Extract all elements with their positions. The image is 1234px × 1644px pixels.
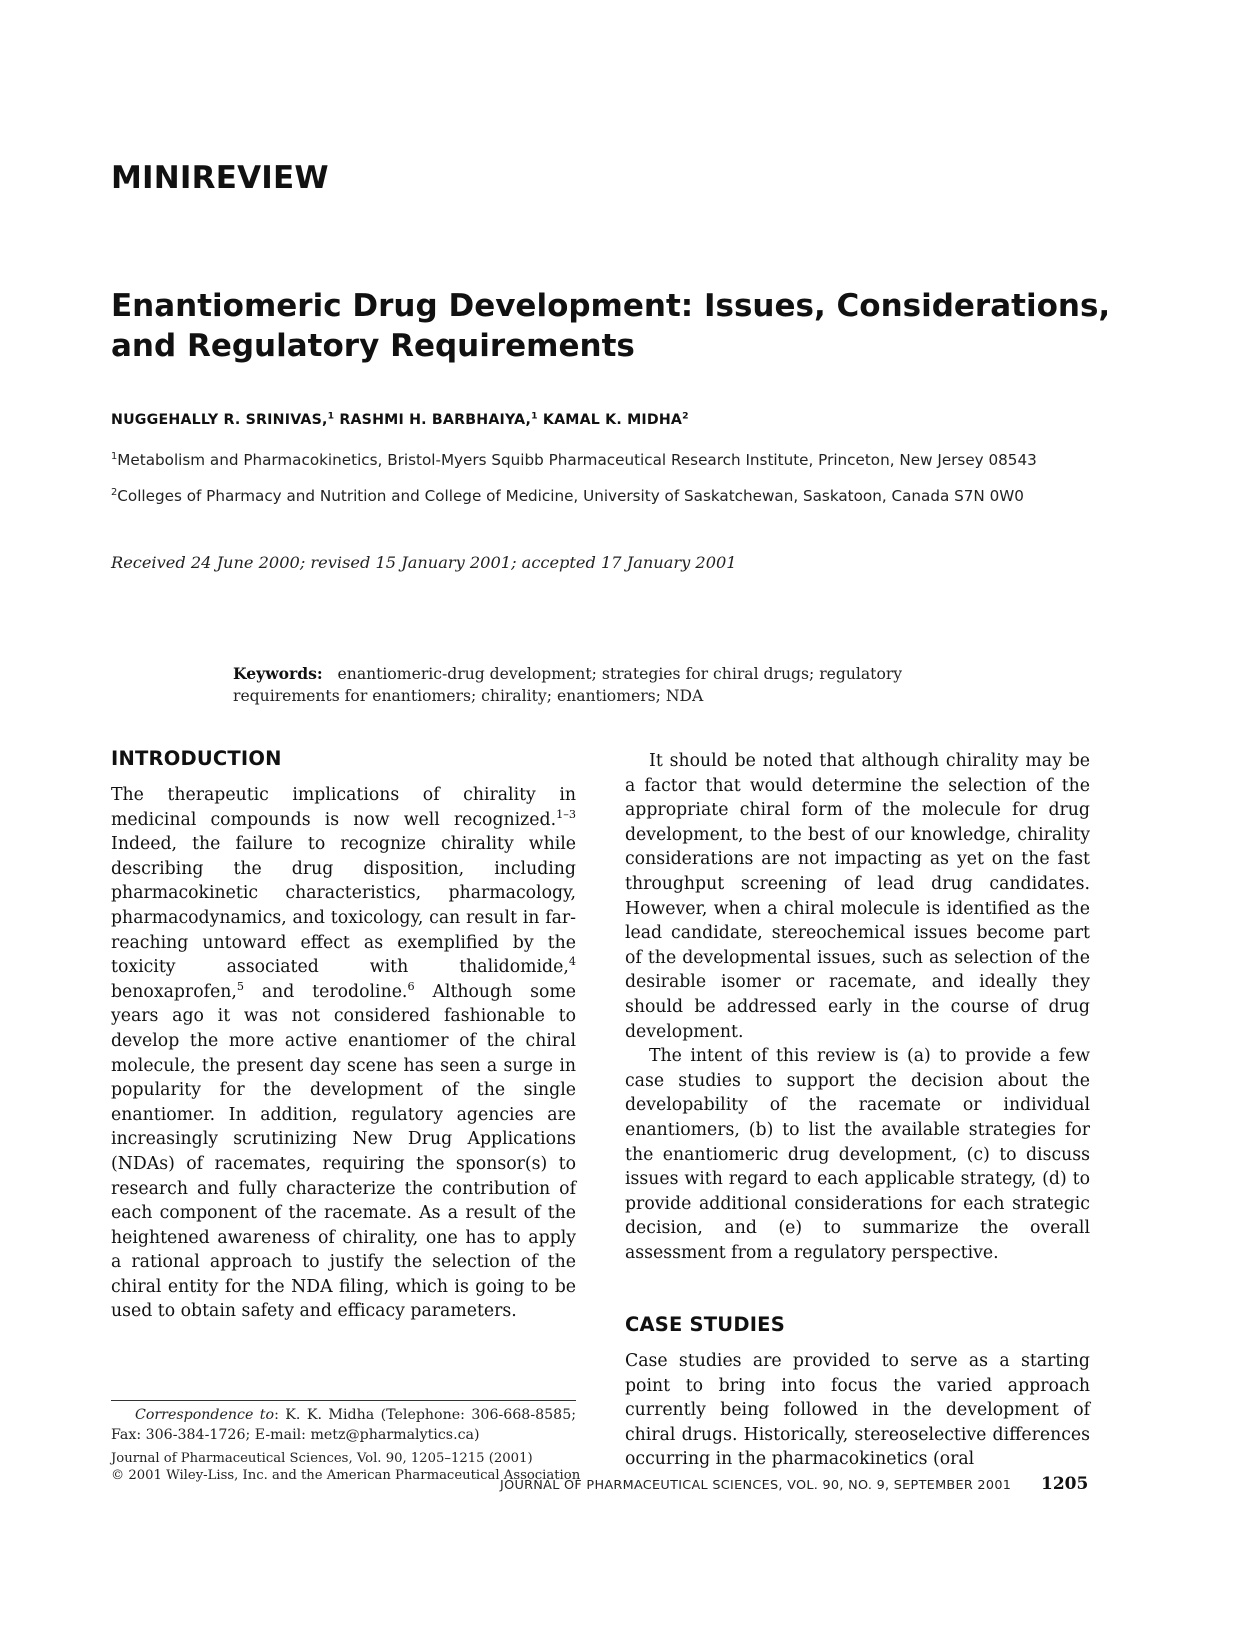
affiliation-text: Colleges of Pharmacy and Nutrition and College of Medicine, University of Saskatchewan, Saskatoon, Canada S7N 0W0: [117, 487, 1024, 505]
case-studies-heading: CASE STUDIES: [625, 1313, 785, 1336]
author-name: KAMAL K. MIDHA: [542, 412, 683, 428]
running-footer: JOURNAL OF PHARMACEUTICAL SCIENCES, VOL. 90, NO. 9, SEPTEMBER 2001: [500, 1478, 1012, 1493]
introduction-paragraph: [111, 783, 576, 1324]
footnote-divider: [111, 1400, 576, 1401]
keywords-text: enantiomeric-drug development; strategies for chiral drugs; regulatory requirements for enantiomers; chirality; enantiomers; NDA: [233, 665, 903, 705]
introduction-heading: INTRODUCTION: [111, 747, 282, 770]
article-title: Enantiomeric Drug Development: Issues, Considerations, and Regulatory Requirements: [111, 288, 1111, 364]
author-affiliation-mark: 2: [682, 410, 689, 422]
affiliation-mark: 1: [111, 450, 118, 462]
correspondence-footnote: [111, 1406, 576, 1445]
author-name: NUGGEHALLY R. SRINIVAS,: [111, 412, 328, 428]
citation-ref: 5: [236, 979, 245, 993]
footnote-body: : K. K. Midha (Telephone: 306-668-8585; Fax: 306-384-1726; E-mail: metz@pharmalytics.ca): [111, 1407, 576, 1443]
body-text: Indeed, the failure to recognize chirality while describing the drug disposition, including pharmacokinetic characteristics, pharmacology, pharmacodynamics, and toxicology, can result in far-reaching untoward effect as exemplified by the toxicity associated with thalidomide,: [111, 834, 576, 978]
journal-line: Journal of Pharmaceutical Sciences, Vol. 90, 1205–1215 (2001): [111, 1451, 533, 1466]
author-list: [111, 412, 689, 428]
citation-ref: 4: [568, 955, 576, 969]
affiliation-mark: 2: [111, 486, 118, 498]
keywords-block: [233, 663, 1003, 707]
author-name: RASHMI H. BARBHAIYA,: [339, 412, 532, 428]
footnote-text: [111, 1406, 576, 1445]
body-text: The therapeutic implications of chirality in medicinal compounds is now well recognized.: [111, 785, 576, 830]
page-number: 1205: [1041, 1474, 1089, 1494]
body-paragraph: It should be noted that although chirality may be a factor that would determine the selection of the appropriate chiral form of the molecule for drug development, to the best of our knowledge, chirality considerations are not impacting as yet on the fast throughput screening of lead drug candidates. However, when a chiral molecule is identified as the lead candidate, stereochemical issues become part of the developmental issues, such as selection of the desirable isomer or racemate, and ideally they should be addressed early in the course of drug development.: [625, 751, 1090, 1042]
affiliation: [111, 487, 1024, 505]
citation-ref: 6: [407, 979, 415, 993]
body-text: benoxaprofen,: [111, 981, 237, 1002]
body-paragraph: Case studies are provided to serve as a starting point to bring into focus the varied approach currently being followed in the development of chiral drugs. Historically, stereoselective differences occurring in the pharmacokinetics (oral: [625, 1351, 1090, 1470]
footnote-label: Correspondence to: [135, 1407, 275, 1423]
copyright-line: © 2001 Wiley-Liss, Inc. and the American Pharmaceutical Association: [111, 1467, 581, 1483]
introduction-body: [111, 783, 576, 1324]
received-dates: Received 24 June 2000; revised 15 January 2001; accepted 17 January 2001: [111, 553, 737, 572]
author-affiliation-mark: 1: [327, 410, 335, 422]
case-studies-body: [625, 1349, 1090, 1472]
section-label: MINIREVIEW: [111, 160, 329, 196]
body-text: Although some years ago it was not considered fashionable to develop the more active enantiomer of the chiral molecule, the present day scene has seen a surge in popularity for the development of the single enantiomer. In addition, regulatory agencies are increasingly scrutinizing New Drug Applications (NDAs) of racemates, requiring the sponsor(s) to research and fully characterize the contribution of each component of the racemate. As a result of the heightened awareness of chirality, one has to apply a rational approach to justify the selection of the chiral entity for the NDA filing, which is going to be used to obtain safety and efficacy parameters.: [111, 981, 576, 1322]
body-paragraph: The intent of this review is (a) to provide a few case studies to support the decision about the developability of the racemate or individual enantiomers, (b) to list the available strategies for the enantiomeric drug development, (c) to discuss issues with regard to each applicable strategy, (d) to provide additional considerations for each strategic decision, and (e) to summarize the overall assessment from a regulatory perspective.: [625, 1046, 1090, 1263]
keywords-label: Keywords:: [233, 664, 323, 683]
citation-ref: 1–3: [556, 807, 576, 821]
body-text: and terodoline.: [244, 981, 408, 1002]
affiliation-text: Metabolism and Pharmacokinetics, Bristol-Myers Squibb Pharmaceutical Research Institute, Princeton, New Jersey 08543: [117, 451, 1037, 469]
author-affiliation-mark: 1: [531, 410, 538, 422]
right-column-body: [625, 749, 1090, 1265]
affiliation: [111, 451, 1037, 469]
